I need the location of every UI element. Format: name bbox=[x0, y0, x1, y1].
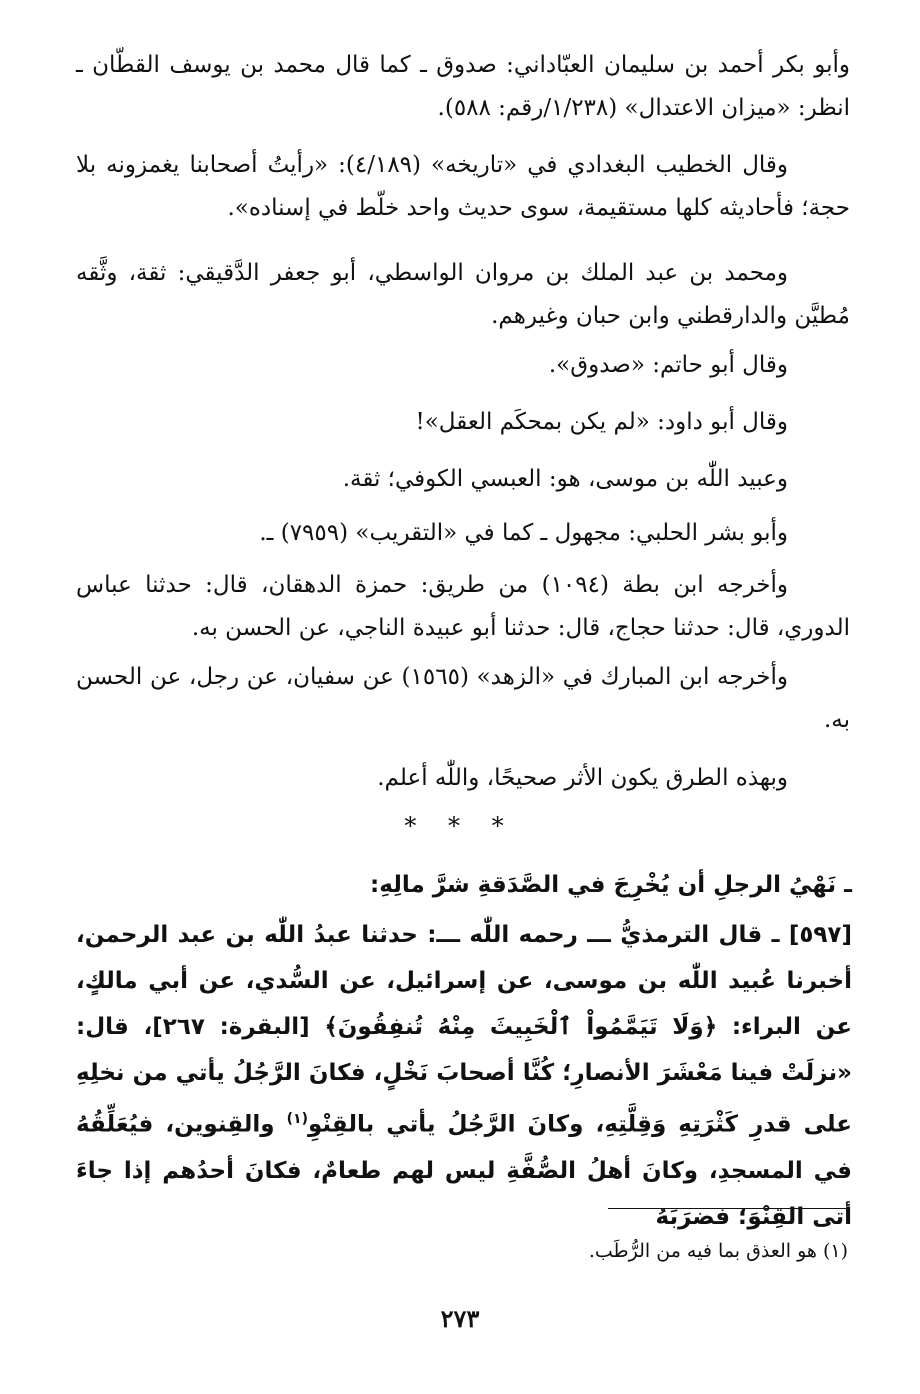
paragraph-ibn-batta: وأخرجه ابن بطة (١٠٩٤) من طريق: حمزة الدهقان، قال: حدثنا عباس الدوري، قال: حدثنا حجاج، قال: حدثنا أبو عبيدة الناجي، عن الحسن به. bbox=[76, 572, 850, 641]
hadith-text bbox=[76, 912, 852, 1240]
footnote-divider bbox=[608, 1208, 848, 1209]
footnote-reference: (١) bbox=[286, 1111, 308, 1127]
paragraph-muhammad-wasiti: ومحمد بن عبد الملك بن مروان الواسطي، أبو جعفر الدَّقيقي: ثقة، وثَّقه مُطيَّن والدارقطني وابن حبان وغيرهم. bbox=[76, 260, 850, 329]
chapter-heading: ـ نَهْيُ الرجلِ أن يُخْرِجَ في الصَّدَقةِ شرَّ مالِهِ: bbox=[370, 872, 852, 898]
paragraph-ubaidullah: وعبيد اللّٰه بن موسى، هو: العبسي الكوفي؛ ثقة. bbox=[342, 466, 788, 492]
hadith-text-opening: [٥٩٧] ـ قال الترمذيُّ ـــ رحمه اللّٰه ـــ: حدثنا عبدُ اللّٰه بن عبد الرحمن، أخبرنا عُبيد اللّٰه بن موسى، عن إسرائيل، عن السُّدي، عن أبي مالكٍ، عن البراء: ﴿وَلَا تَيَمَّمُواْ ٱلْخَبِيثَ مِنْهُ تُنفِقُونَ﴾ [البقرة: ٢٦٧]، قال: «نزلَتْ فينا مَعْشَرَ الأنصارِ؛ كُنَّا أصحابَ نَخْلٍ، فكانَ الرَّجُلُ يأتي من نخلِهِ على قدرِ كَثْرَتِهِ وَقِلَّتِهِ، وكانَ الرَّجُلُ يأتي بالقِنْوِ bbox=[76, 922, 852, 1138]
paragraph-abu-bishr: وأبو بشر الحلبي: مجهول ـ كما في «التقريب» (٧٩٥٩) ـ. bbox=[259, 520, 788, 546]
page-number: ٢٧٣ bbox=[440, 1304, 480, 1333]
section-separator: * * * bbox=[404, 812, 516, 840]
paragraph-abu-hatim: وقال أبو حاتم: «صدوق». bbox=[548, 352, 788, 378]
hadith-text-closing: والقِنوين، فيُعَلِّقُهُ في المسجدِ، وكانَ أهلُ الصُّفَّةِ ليس لهم طعامٌ، فكانَ أحدُهم إذا جاءَ أتى القِنْوَ؛ فضرَبَهُ bbox=[76, 1111, 852, 1230]
paragraph-abu-dawud: وقال أبو داود: «لم يكن بمحكَم العقل»! bbox=[415, 409, 788, 435]
paragraph-abu-bakr: وأبو بكر أحمد بن سليمان العبّاداني: صدوق ـ كما قال محمد بن يوسف القطّان ـ انظر: «ميزان الاعتدال» (١/٢٣٨/رقم: ٥٨٨). bbox=[76, 52, 850, 121]
paragraph-ibn-mubarak: وأخرجه ابن المبارك في «الزهد» (١٥٦٥) عن سفيان، عن رجل، عن الحسن به. bbox=[76, 664, 850, 733]
paragraph-conclusion: وبهذه الطرق يكون الأثر صحيحًا، واللّٰه أعلم. bbox=[377, 765, 788, 791]
paragraph-khatib: وقال الخطيب البغدادي في «تاريخه» (٤/١٨٩): «رأيتُ أصحابنا يغمزونه بلا حجة؛ فأحاديثه كلها مستقيمة، سوى حديث واحد خلّط في إسناده». bbox=[76, 152, 850, 221]
footnote-text: (١) هو العذق بما فيه من الرُّطَب. bbox=[588, 1240, 848, 1262]
